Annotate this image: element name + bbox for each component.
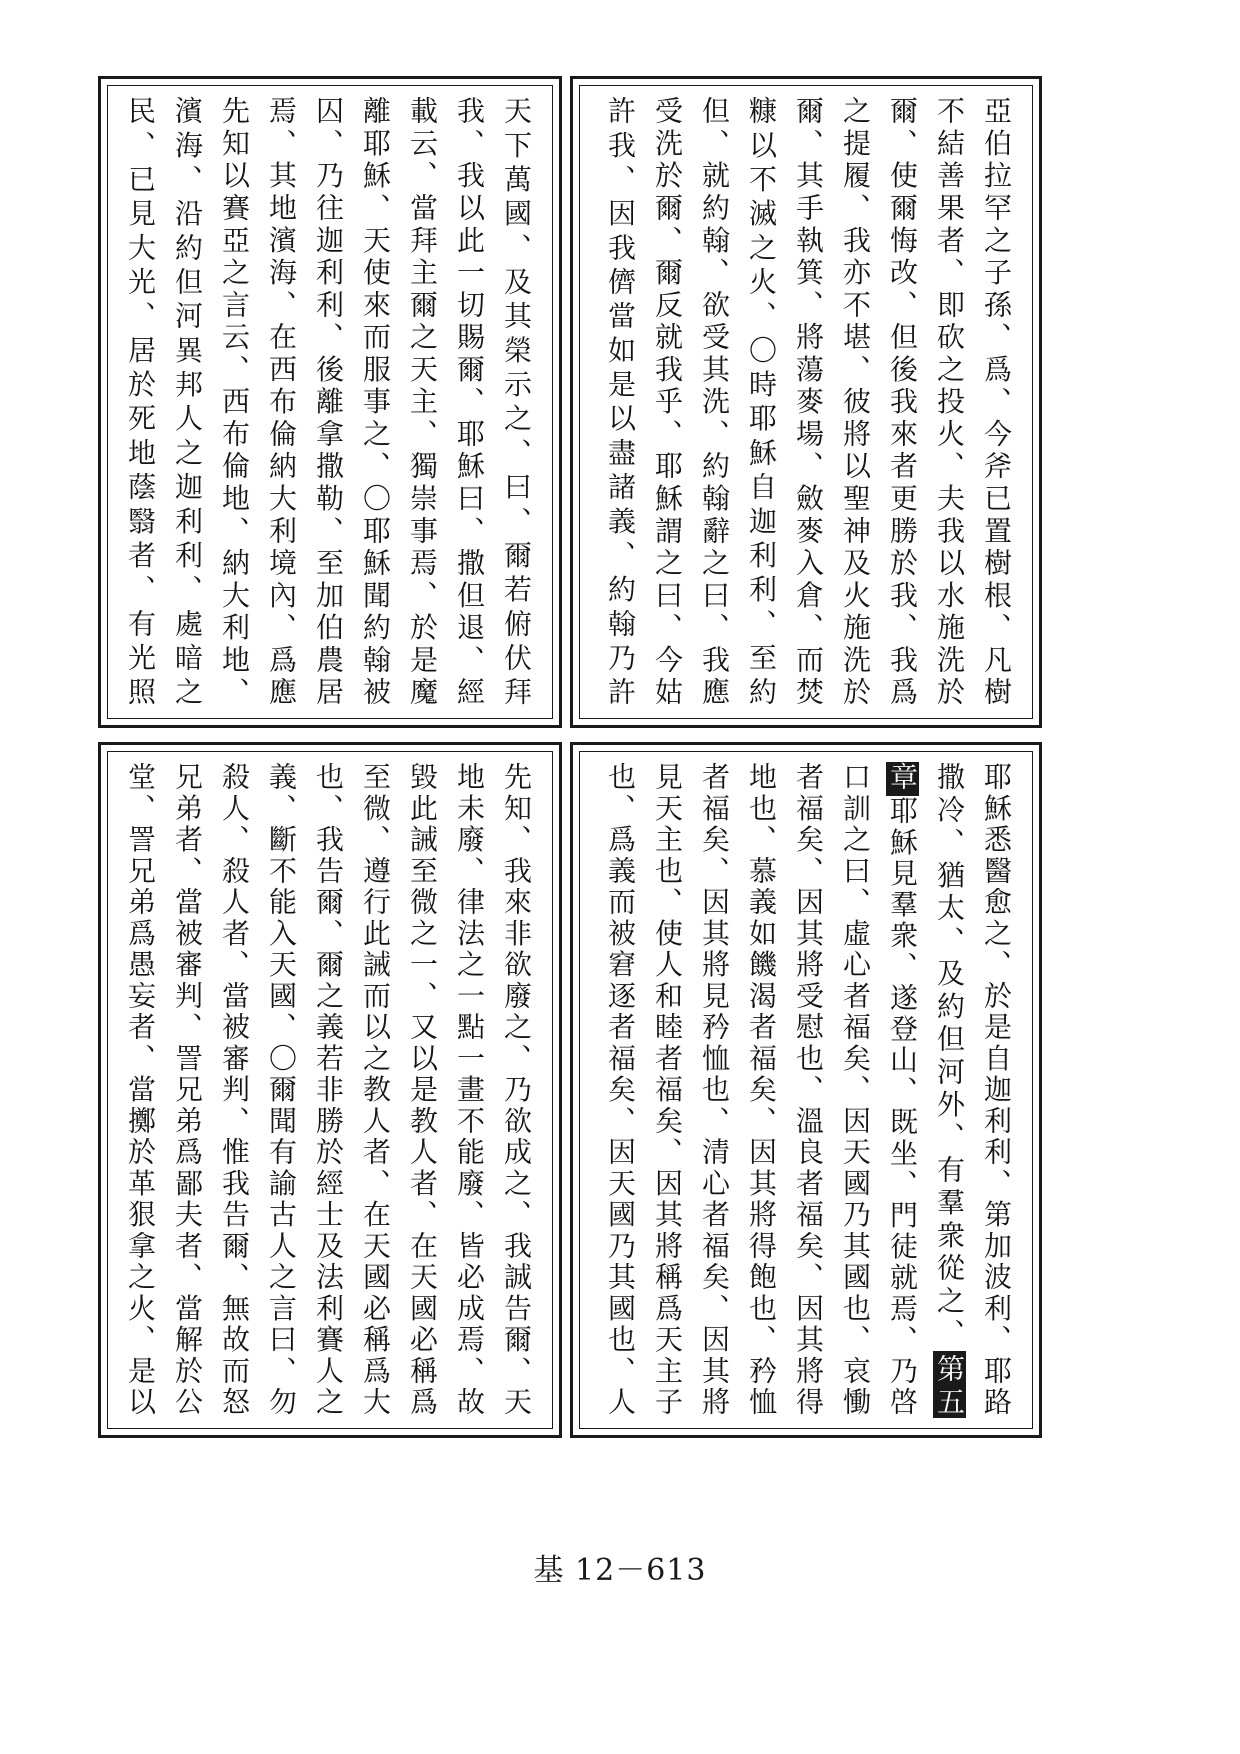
matthew-5-verses: 耶穌見羣衆、遂登山、既坐、門徒就焉、乃啓口訓之曰、虛心者福矣、因天國乃其國也、哀慟者福矣、因其將受慰也、溫良者福矣、因其將得地也、慕義如饑渴者福矣、因其將得飽也、矜恤者福矣、因其將見矜恤也、清心者福矣、因其將見天主也、使人和睦者福矣、因其將稱爲天主子也、爲義而被窘逐者福矣、因天國乃其國也、人 [604,762,919,1418]
matthew-4-end: 耶穌悉醫愈之、於是自迦利利、第加波利、耶路撒冷、猶太、及約但河外、有羣衆從之、 [933,762,1013,1418]
matthew-4-continued: 天下萬國、及其榮示之、曰、爾若俯伏拜我、我以此一切賜爾、耶穌曰、撒但退、經載云、當拜主爾之天主、獨崇事焉、於是魔離耶穌、天使來而服事之、〇耶穌聞約翰被囚、乃往迦利利、後離拿撒勒、至加伯農居焉、其地濱海、在西布倫納大利境內、爲應先知以賽亞之言云、西布倫地、納大利地、濱海、沿約但河異邦人之迦利利、處暗之民、已見大光、居於死地蔭翳者、有光照 [124,96,533,708]
panel-bottom-right-frame [579,751,1033,1429]
panel-bottom-left-frame [107,751,553,1429]
panel-bottom-left-text [120,762,540,1418]
panel-top-right-frame [579,85,1033,719]
panel-bottom-right-text [592,762,1020,1418]
panel-bottom-left [98,742,562,1438]
panel-top-right [570,76,1042,728]
panel-top-left-text [120,96,540,708]
matthew-3-verses: 亞伯拉罕之子孫、爲、今斧已置樹根、凡樹不結善果者、即砍之投火、夫我以水施洗於爾、使爾悔改、但後我來者更勝於我、我爲之提履、我亦不堪、彼將以聖神及火施洗於爾、其手執箕、將蕩麥場、斂麥入倉、而焚糠以不滅之火、〇時耶穌自迦利利、至約但、就約翰、欲受其洗、約翰辭之曰、我應受洗於爾、爾反就我乎、耶穌謂之曰、今姑許我、因我儕當如是以盡諸義、約翰乃許 [604,96,1013,708]
matthew-5-continued: 先知、我來非欲廢之、乃欲成之、我誠告爾、天地未廢、律法之一點一畫不能廢、皆必成焉、故毀此誡至微之一、又以是教人者、在天國必稱爲至微、遵行此誡而以之教人者、在天國必稱爲大也、我告爾、爾之義若非勝於經士及法利賽人之義、斷不能入天國、〇爾聞有諭古人之言曰、勿殺人、殺人者、當被審判、惟我告爾、無故而怒兄弟者、當被審判、詈兄弟爲鄙夫者、當解於公堂、詈兄弟爲愚妄者、當擲於革狠拿之火、是以 [124,762,533,1418]
panel-top-left [98,76,562,728]
chapter-5-heading: 第五章 [886,762,966,1418]
page-number: 基 12－613 [533,1553,707,1588]
panel-bottom-right [570,742,1042,1438]
panel-top-left-frame [107,85,553,719]
panel-top-right-text [592,96,1020,708]
